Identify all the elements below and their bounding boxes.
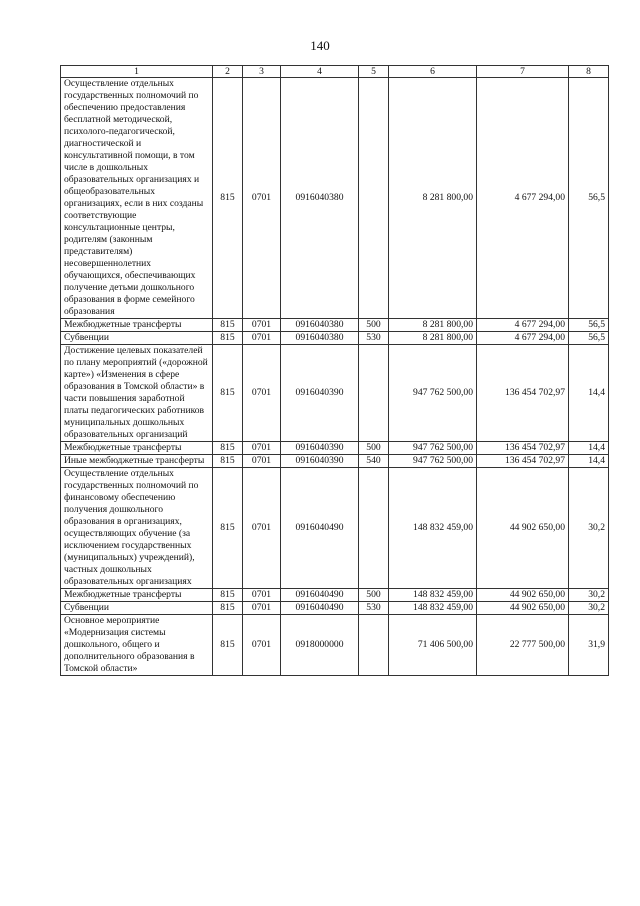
row-col2: 815 (213, 78, 243, 319)
row-col7: 44 902 650,00 (477, 468, 569, 589)
table-row (61, 332, 609, 345)
header-cell: 6 (389, 66, 477, 78)
row-col3: 0701 (243, 345, 281, 442)
row-col7: 4 677 294,00 (477, 332, 569, 345)
row-col3: 0701 (243, 78, 281, 319)
row-col3: 0701 (243, 589, 281, 602)
row-col6: 8 281 800,00 (389, 332, 477, 345)
row-col5 (359, 468, 389, 589)
header-cell: 7 (477, 66, 569, 78)
row-name: Субвенции (61, 332, 213, 345)
row-col7: 4 677 294,00 (477, 319, 569, 332)
row-col3: 0701 (243, 615, 281, 676)
row-col6: 947 762 500,00 (389, 442, 477, 455)
row-col2: 815 (213, 455, 243, 468)
row-col2: 815 (213, 442, 243, 455)
row-col6: 148 832 459,00 (389, 589, 477, 602)
row-col7: 4 677 294,00 (477, 78, 569, 319)
row-col2: 815 (213, 319, 243, 332)
row-col2: 815 (213, 615, 243, 676)
row-col4: 0916040390 (281, 442, 359, 455)
table-row (61, 455, 609, 468)
row-col5: 530 (359, 602, 389, 615)
row-col3: 0701 (243, 442, 281, 455)
row-col4: 0916040380 (281, 78, 359, 319)
row-col7: 136 454 702,97 (477, 455, 569, 468)
row-col6: 947 762 500,00 (389, 345, 477, 442)
row-col2: 815 (213, 345, 243, 442)
row-col2: 815 (213, 468, 243, 589)
row-col8: 30,2 (569, 468, 609, 589)
row-name: Достижение целевых показателей по плану мероприятий («дорожной карте») «Изменения в сфере образования в Томской области» в части повышения заработной платы педагогических работников муниципальных дошкольных образовательных организаций (61, 345, 213, 442)
row-col4: 0916040490 (281, 468, 359, 589)
row-col8: 30,2 (569, 602, 609, 615)
row-name: Основное мероприятие «Модернизация системы дошкольного, общего и дополнительного образования в Томской области» (61, 615, 213, 676)
row-col4: 0918000000 (281, 615, 359, 676)
table-row (61, 442, 609, 455)
row-col4: 0916040390 (281, 345, 359, 442)
row-col2: 815 (213, 332, 243, 345)
row-col5: 500 (359, 589, 389, 602)
row-col7: 44 902 650,00 (477, 589, 569, 602)
row-col5 (359, 615, 389, 676)
row-col5 (359, 78, 389, 319)
row-col7: 136 454 702,97 (477, 345, 569, 442)
row-name: Иные межбюджетные трансферты (61, 455, 213, 468)
row-col6: 947 762 500,00 (389, 455, 477, 468)
row-col4: 0916040380 (281, 319, 359, 332)
row-col4: 0916040490 (281, 602, 359, 615)
row-col8: 56,5 (569, 332, 609, 345)
table-row (61, 468, 609, 589)
row-col3: 0701 (243, 468, 281, 589)
table-row (61, 602, 609, 615)
row-col6: 148 832 459,00 (389, 602, 477, 615)
row-col5: 500 (359, 442, 389, 455)
row-col3: 0701 (243, 319, 281, 332)
header-cell: 4 (281, 66, 359, 78)
row-col6: 71 406 500,00 (389, 615, 477, 676)
table-row (61, 345, 609, 442)
row-name: Осуществление отдельных государственных полномочий по финансовому обеспечению получения дошкольного образования в организациях, осуществляющих обучение (за исключением государственных (муниципальных) учреждений), частных дошкольных образовательных организациях (61, 468, 213, 589)
row-col5: 540 (359, 455, 389, 468)
header-cell: 2 (213, 66, 243, 78)
row-col8: 56,5 (569, 78, 609, 319)
page-number: 140 (310, 38, 330, 53)
row-name: Межбюджетные трансферты (61, 589, 213, 602)
row-col8: 14,4 (569, 442, 609, 455)
row-col5 (359, 345, 389, 442)
row-col3: 0701 (243, 455, 281, 468)
row-col7: 22 777 500,00 (477, 615, 569, 676)
row-name: Осуществление отдельных государственных полномочий по обеспечению предоставления бесплатной методической, психолого-педагогической, диагностической и консультативной помощи, в том числе в дошкольных образовательных организациях и общеобразовательных организациях, если в них созданы соответствующие консультационные центры, родителям (законным представителям) несовершеннолетних обучающихся, обеспечивающих получение детьми дошкольного образования в форме семейного образования (61, 78, 213, 319)
row-col5: 530 (359, 332, 389, 345)
table-row (61, 319, 609, 332)
row-col2: 815 (213, 589, 243, 602)
header-row (61, 66, 609, 78)
row-name: Межбюджетные трансферты (61, 319, 213, 332)
row-col4: 0916040390 (281, 455, 359, 468)
row-col4: 0916040380 (281, 332, 359, 345)
row-col7: 136 454 702,97 (477, 442, 569, 455)
row-col8: 14,4 (569, 455, 609, 468)
row-col5: 500 (359, 319, 389, 332)
table-row (61, 78, 609, 319)
row-name: Субвенции (61, 602, 213, 615)
header-cell: 5 (359, 66, 389, 78)
row-name: Межбюджетные трансферты (61, 442, 213, 455)
row-col8: 56,5 (569, 319, 609, 332)
row-col8: 31,9 (569, 615, 609, 676)
table-row (61, 589, 609, 602)
header-cell: 8 (569, 66, 609, 78)
row-col6: 8 281 800,00 (389, 319, 477, 332)
row-col4: 0916040490 (281, 589, 359, 602)
header-cell: 1 (61, 66, 213, 78)
row-col7: 44 902 650,00 (477, 602, 569, 615)
row-col2: 815 (213, 602, 243, 615)
row-col8: 14,4 (569, 345, 609, 442)
row-col8: 30,2 (569, 589, 609, 602)
row-col3: 0701 (243, 602, 281, 615)
header-cell: 3 (243, 66, 281, 78)
row-col6: 148 832 459,00 (389, 468, 477, 589)
budget-table (60, 65, 609, 676)
row-col3: 0701 (243, 332, 281, 345)
row-col6: 8 281 800,00 (389, 78, 477, 319)
table-row (61, 615, 609, 676)
